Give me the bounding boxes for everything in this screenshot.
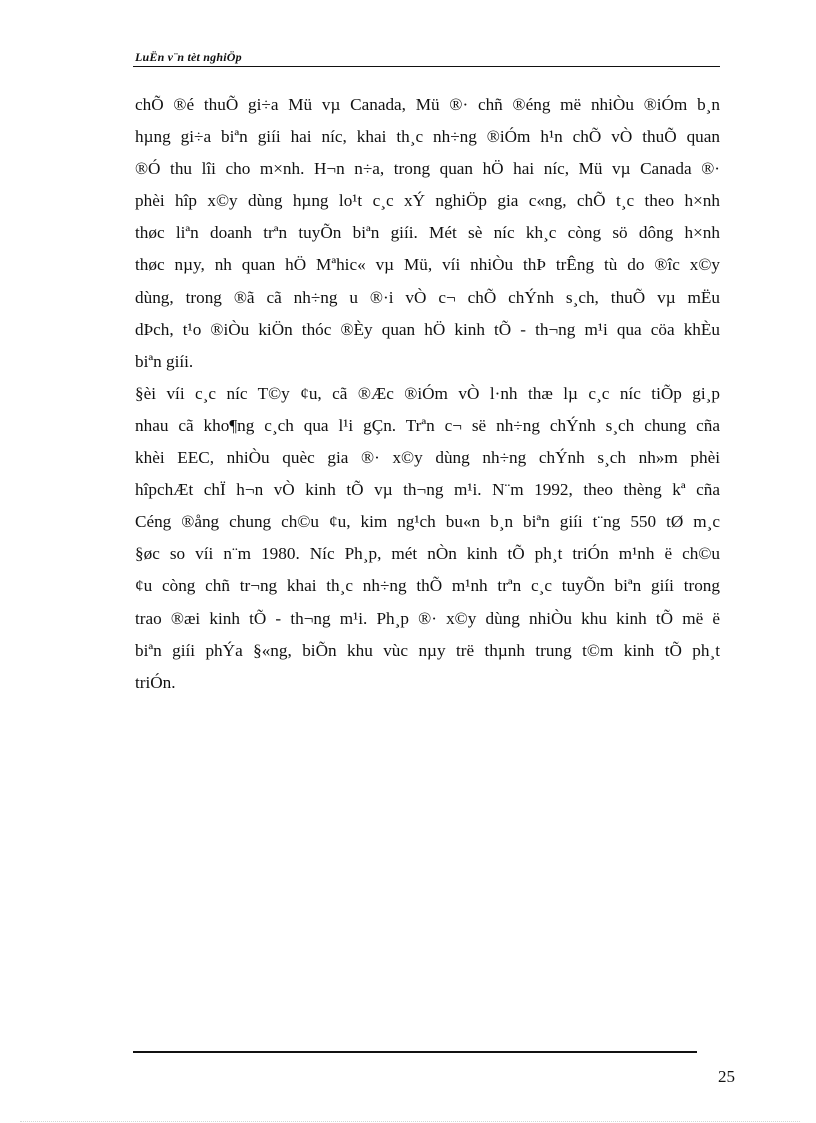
text-line: Céng ®ång chung ch©u ¢u, kim ng¹ch bu«n b¸n biªn giíi t¨ng 550 tØ m¸c bbox=[135, 512, 720, 532]
body-text bbox=[135, 89, 720, 699]
page-edge-divider bbox=[20, 1121, 800, 1122]
text-line: §øc so víi n¨m 1980. Níc Ph¸p, mét nÒn kinh tÕ ph¸t triÓn m¹nh ë ch©u bbox=[135, 544, 720, 564]
text-line: hîpchÆt chÏ h¬n vÒ kinh tÕ vµ th¬ng m¹i. N¨m 1992, theo thèng kª cña bbox=[135, 480, 720, 500]
text-line: khèi EEC, nhiÒu quèc gia ®· x©y dùng nh÷ng chÝnh s¸ch nh»m phèi bbox=[135, 448, 720, 468]
text-line: thøc nµy, nh quan hÖ Mªhic« vµ Mü, víi nhiÒu thÞ trÊng tù do ®îc x©y bbox=[135, 255, 720, 275]
text-line: trao ®æi kinh tÕ - th¬ng m¹i. Ph¸p ®· x©y dùng nhiÒu khu kinh tÕ më ë bbox=[135, 608, 720, 628]
footer-rule bbox=[133, 1051, 697, 1053]
running-header-title: LuËn v¨n tèt nghiÖp bbox=[135, 50, 242, 64]
header-rule bbox=[133, 66, 720, 67]
text-line: triÓn. bbox=[135, 672, 176, 692]
text-line: dÞch, t¹o ®iÒu kiÖn thóc ®Èy quan hÖ kinh tÕ - th¬ng m¹i qua cöa khÈu bbox=[135, 319, 720, 339]
text-line: phèi hîp x©y dùng hµng lo¹t c¸c xÝ nghiÖp gia c«ng, chÕ t¸c theo h×nh bbox=[135, 191, 720, 211]
text-line: §èi víi c¸c níc T©y ¢u, cã ®Æc ®iÓm vÒ l·nh thæ lµ c¸c níc tiÕp gi¸p bbox=[135, 383, 720, 403]
text-line: ¢u còng chñ tr¬ng khai th¸c nh÷ng thÕ m¹nh trªn c¸c tuyÕn biªn giíi trong bbox=[135, 576, 720, 596]
text-line: chÕ ®é thuÕ gi÷a Mü vµ Canada, Mü ®· chñ ®éng më nhiÒu ®iÓm b¸n bbox=[135, 95, 720, 114]
page-number: 25 bbox=[718, 1067, 735, 1086]
text-line: hµng gi÷a biªn giíi hai níc, khai th¸c nh÷ng ®iÓm h¹n chÕ vÒ thuÕ quan bbox=[135, 127, 720, 147]
text-line: biªn giíi phÝa §«ng, biÕn khu vùc nµy trë thµnh trung t©m kinh tÕ ph¸t bbox=[135, 640, 720, 660]
text-line: ®Ó thu lîi cho m×nh. H¬n n÷a, trong quan hÖ hai níc, Mü vµ Canada ®· bbox=[135, 159, 720, 179]
text-line: biªn giíi. bbox=[135, 351, 194, 371]
text-line: thøc liªn doanh trªn tuyÕn biªn giíi. Mét sè níc kh¸c còng sö dông h×nh bbox=[135, 223, 720, 243]
text-line: nhau cã kho¶ng c¸ch qua l¹i gÇn. Trªn c¬ së nh÷ng chÝnh s¸ch chung cña bbox=[135, 415, 720, 435]
text-line: dùng, trong ®ã cã nh÷ng u ®·i vÒ c¬ chÕ chÝnh s¸ch, thuÕ vµ mËu bbox=[135, 287, 720, 307]
